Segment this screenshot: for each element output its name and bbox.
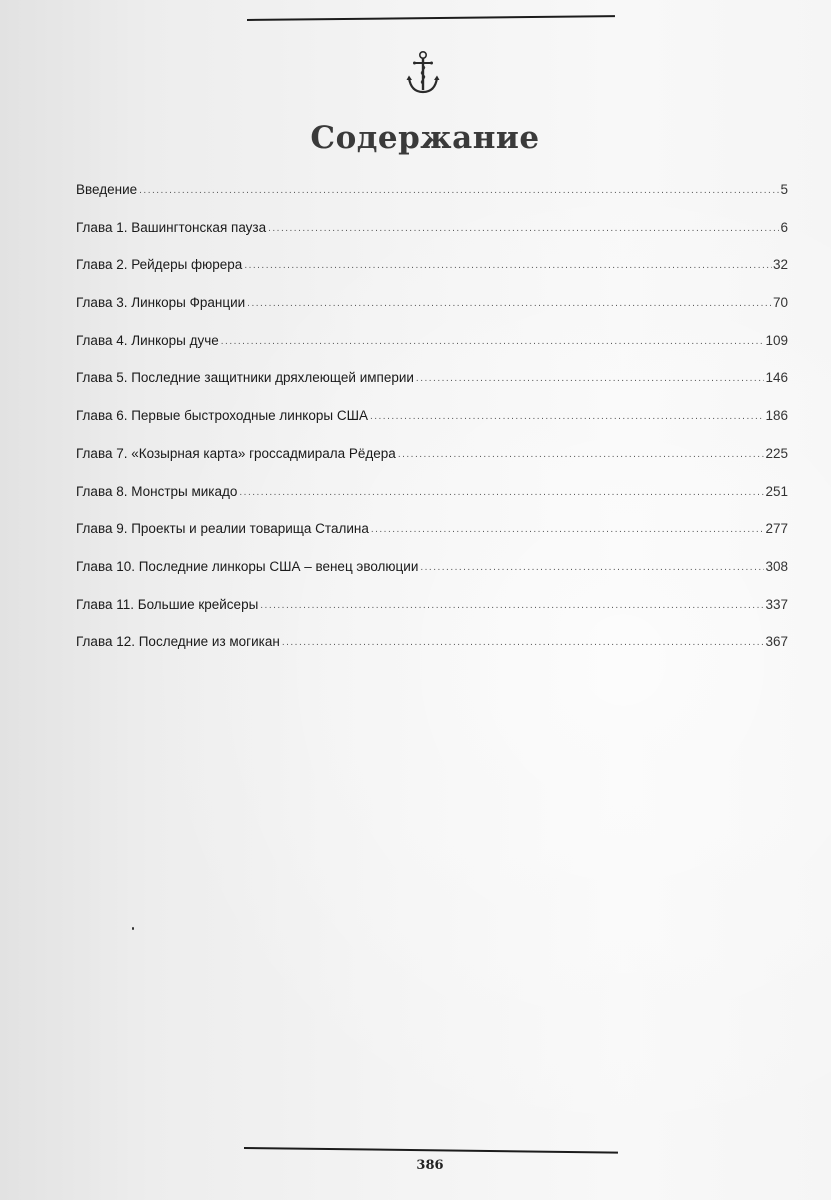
toc-entry[interactable] xyxy=(76,597,788,635)
print-speck xyxy=(132,927,134,930)
leader-dots xyxy=(139,185,779,196)
toc-entry-page: 5 xyxy=(780,182,788,197)
toc-entry-page: 251 xyxy=(765,483,788,499)
toc-entry-label: Глава 5. Последние защитники дряхлеющей империи xyxy=(76,370,414,386)
toc-entry-label: Глава 10. Последние линкоры США – венец эволюции xyxy=(76,558,419,574)
toc-entry-label: Глава 2. Рейдеры фюрера xyxy=(76,257,243,273)
toc-entry-page: 109 xyxy=(765,332,788,348)
toc-entry-page: 70 xyxy=(772,295,788,311)
toc-entry-page: 308 xyxy=(765,558,788,574)
leader-dots xyxy=(420,562,764,573)
leader-dots xyxy=(282,637,765,648)
toc-entry[interactable] xyxy=(76,484,788,522)
toc-entry[interactable] xyxy=(76,446,788,484)
page-number: 386 xyxy=(416,1158,444,1173)
toc-entry[interactable] xyxy=(76,559,788,597)
toc-entry-label: Введение xyxy=(76,182,138,197)
leader-dots xyxy=(398,449,765,460)
toc-entry[interactable] xyxy=(76,370,788,408)
toc-entry[interactable] xyxy=(76,295,788,333)
table-of-contents xyxy=(76,182,788,672)
toc-entry-label: Глава 4. Линкоры дуче xyxy=(76,332,219,348)
leader-dots xyxy=(247,298,772,309)
toc-entry-page: 225 xyxy=(765,445,788,461)
anchor-icon xyxy=(405,50,441,98)
toc-entry[interactable] xyxy=(76,220,788,258)
leader-dots xyxy=(416,373,765,384)
leader-dots xyxy=(370,411,765,422)
bottom-divider xyxy=(244,1147,618,1154)
toc-entry-label: Глава 12. Последние из могикан xyxy=(76,634,280,650)
leader-dots xyxy=(260,600,764,611)
toc-entry[interactable] xyxy=(76,182,788,220)
toc-entry-label: Глава 6. Первые быстроходные линкоры США xyxy=(76,408,368,424)
toc-entry-page: 367 xyxy=(765,634,788,650)
toc-entry-page: 186 xyxy=(765,408,788,424)
leader-dots xyxy=(268,223,779,234)
toc-entry[interactable] xyxy=(76,521,788,559)
leader-dots xyxy=(244,260,772,271)
leader-dots xyxy=(371,524,765,535)
toc-entry-label: Глава 3. Линкоры Франции xyxy=(76,295,246,311)
toc-entry[interactable] xyxy=(76,333,788,371)
toc-entry[interactable] xyxy=(76,408,788,446)
toc-entry-page: 6 xyxy=(780,219,788,235)
toc-entry[interactable] xyxy=(76,634,788,672)
toc-entry-label: Глава 11. Большие крейсеры xyxy=(76,596,259,612)
toc-entry-label: Глава 9. Проекты и реалии товарища Сталина xyxy=(76,521,369,537)
leader-dots xyxy=(221,336,765,347)
top-divider xyxy=(247,15,615,21)
toc-entry-page: 146 xyxy=(765,370,788,386)
toc-entry-page: 337 xyxy=(765,596,788,612)
toc-entry-page: 277 xyxy=(765,521,788,537)
contents-title: Содержание xyxy=(310,120,540,156)
toc-entry-label: Глава 7. «Козырная карта» гроссадмирала Рёдера xyxy=(76,445,396,461)
toc-entry[interactable] xyxy=(76,257,788,295)
toc-entry-label: Глава 1. Вашингтонская пауза xyxy=(76,219,267,235)
toc-entry-page: 32 xyxy=(772,257,788,273)
leader-dots xyxy=(239,487,764,498)
toc-entry-label: Глава 8. Монстры микадо xyxy=(76,483,238,499)
